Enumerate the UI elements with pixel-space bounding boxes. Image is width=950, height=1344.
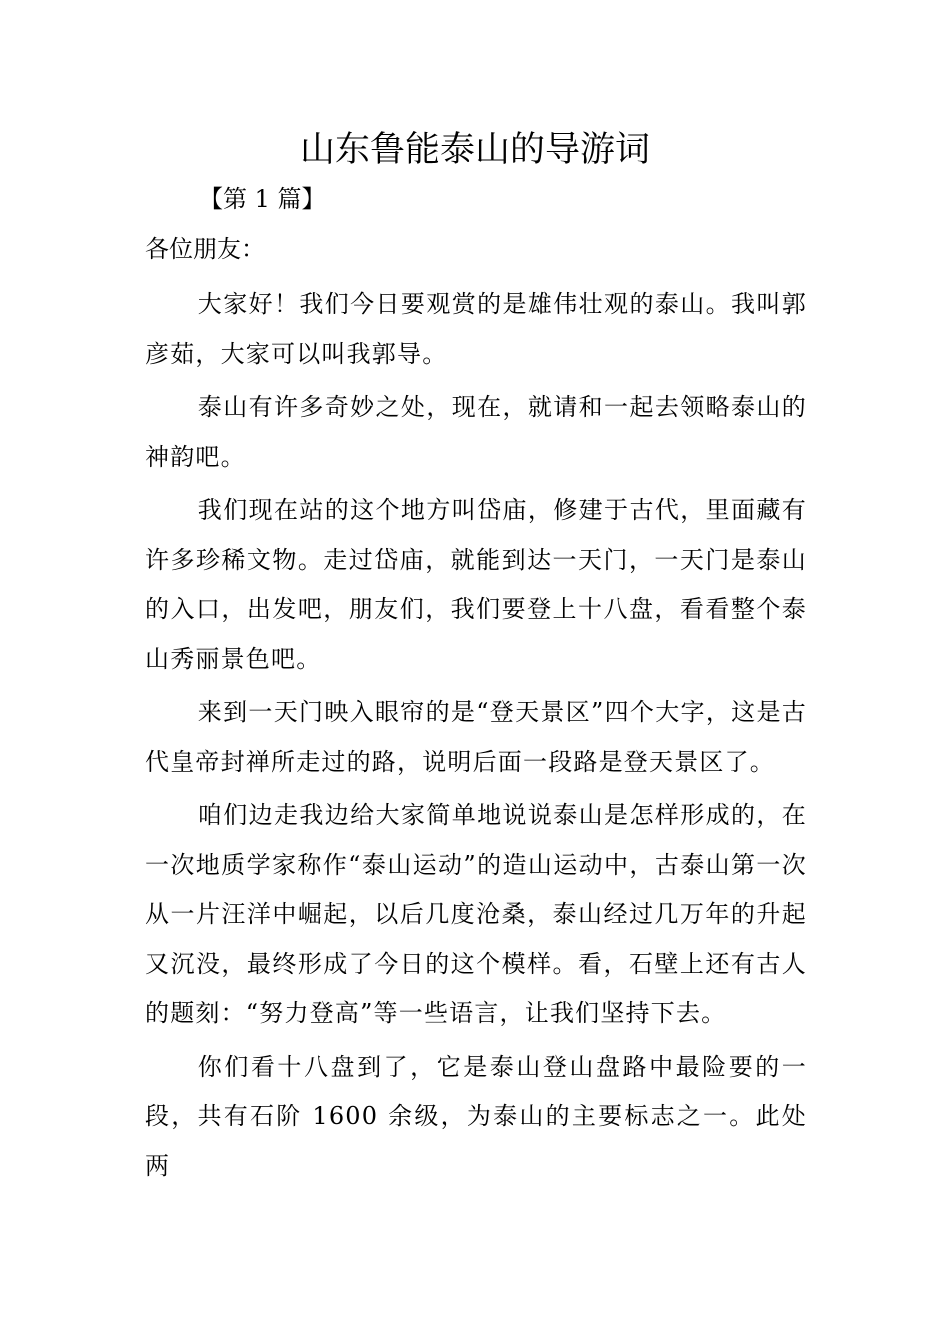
document-title: 山东鲁能泰山的导游词 (299, 130, 650, 170)
greeting: 各位朋友： (145, 235, 265, 263)
body-text (145, 280, 807, 1195)
paragraph: 咱们边走我边给大家简单地说说泰山是怎样形成的，在一次地质学家称作“泰山运动”的造山运动中，古泰山第一次从一片汪洋中崛起，以后几度沧桑，泰山经过几万年的升起又沉没，最终形成了今日的这个模样。看，石壁上还有古人的题刻：“努力登高”等一些语言，让我们坚持下去。 (145, 801, 807, 1027)
paragraph: 泰山有许多奇妙之处，现在，就请和一起去领略泰山的神韵吧。 (145, 393, 807, 471)
paragraph: 我们现在站的这个地方叫岱庙，修建于古代，里面藏有许多珍稀文物。走过岱庙，就能到达一天门，一天门是泰山的入口，出发吧，朋友们，我们要登上十八盘，看看整个泰山秀丽景色吧。 (145, 496, 807, 673)
paragraph: 来到一天门映入眼帘的是“登天景区”四个大字，这是古代皇帝封禅所走过的路，说明后面一段路是登天景区了。 (145, 698, 807, 776)
section-label: 【第 1 篇】 (199, 185, 326, 213)
paragraph: 你们看十八盘到了，它是泰山登山盘路中最险要的一段，共有石阶 1600 余级，为泰山的主要标志之一。此处两 (145, 1052, 807, 1180)
paragraph: 大家好！我们今日要观赏的是雄伟壮观的泰山。我叫郭彦茹，大家可以叫我郭导。 (145, 290, 807, 368)
